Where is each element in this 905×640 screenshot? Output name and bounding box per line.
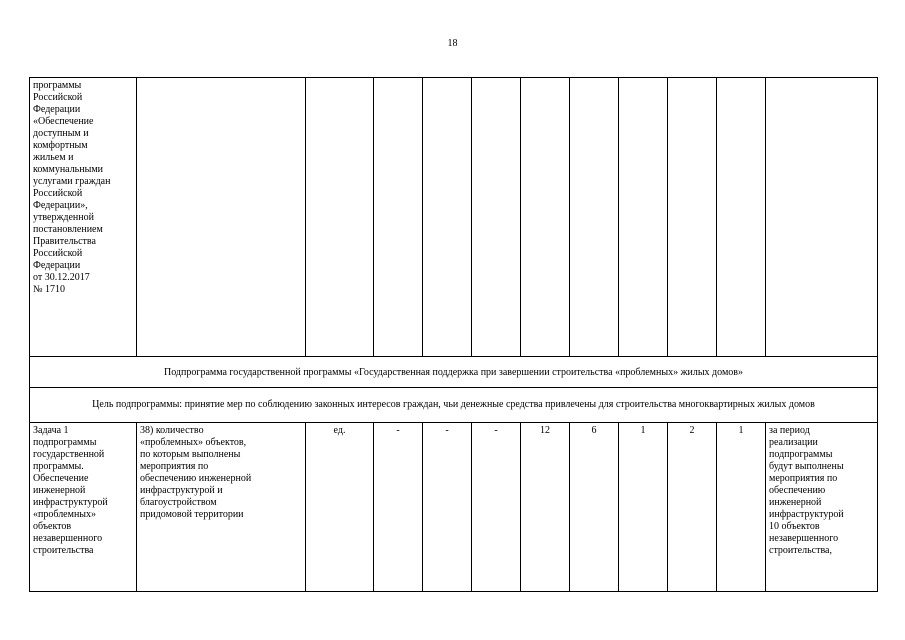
empty-cell: [137, 78, 306, 357]
value-cell: 2: [668, 423, 717, 592]
task-cell: Задача 1 подпрограммы государственной программы. Обеспечение инженерной инфраструктурой «проблемных» объектов незавершенного строительства: [30, 423, 137, 592]
indicator-cell: 38) количество «проблемных» объектов, по которым выполнены мероприятия по обеспечению инженерной инфраструктурой и благоустройством придомовой территории: [137, 423, 306, 592]
value-cell: 1: [717, 423, 766, 592]
indicators-table: [29, 77, 878, 592]
value-cell: -: [472, 423, 521, 592]
table-row: [30, 388, 878, 423]
table-row: [30, 357, 878, 388]
empty-cell: [717, 78, 766, 357]
unit-cell: ед.: [306, 423, 374, 592]
value-cell: 6: [570, 423, 619, 592]
table-row: [30, 423, 878, 592]
page-number: 18: [447, 38, 458, 49]
subprogram-title: Подпрограмма государственной программы «Государственная поддержка при завершении строительства «проблемных» жилых домов»: [30, 357, 878, 388]
empty-cell: [306, 78, 374, 357]
value-cell: -: [374, 423, 423, 592]
empty-cell: [472, 78, 521, 357]
value-cell: 1: [619, 423, 668, 592]
value-cell: -: [423, 423, 472, 592]
subprogram-goal: Цель подпрограммы: принятие мер по соблюдению законных интересов граждан, чьи денежные средства привлечены для строительства многоквартирных жилых домов: [30, 388, 878, 423]
note-cell: за период реализации подпрограммы будут выполнены мероприятия по обеспечению инженерной инфраструктурой 10 объектов незавершенного строительства,: [766, 423, 878, 592]
table-row: [30, 78, 878, 357]
empty-cell: [668, 78, 717, 357]
empty-cell: [521, 78, 570, 357]
empty-cell: [619, 78, 668, 357]
empty-cell: [374, 78, 423, 357]
value-cell: 12: [521, 423, 570, 592]
empty-cell: [766, 78, 878, 357]
program-name-cell: программы Российской Федерации «Обеспечение доступным и комфортным жильем и коммунальными услугами граждан Российской Федерации», утвержденной постановлением Правительства Российской Федерации от 30.12.2017 № 1710: [30, 78, 137, 357]
empty-cell: [570, 78, 619, 357]
empty-cell: [423, 78, 472, 357]
